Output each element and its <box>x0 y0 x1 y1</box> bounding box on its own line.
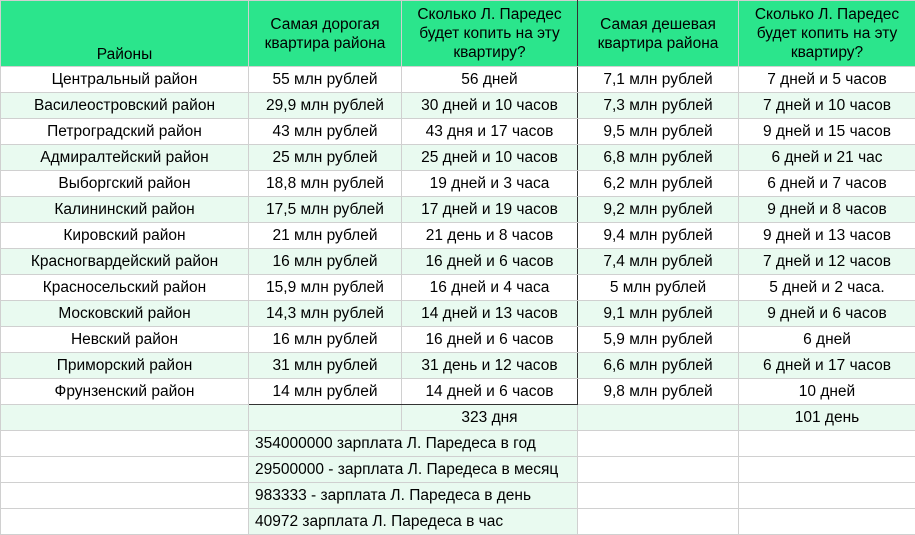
min-time-cell[interactable]: 7 дней и 10 часов <box>739 93 915 119</box>
min-time-cell[interactable]: 5 дней и 2 часа. <box>739 275 915 301</box>
max-price-cell[interactable]: 17,5 млн рублей <box>249 197 402 223</box>
max-time-cell[interactable]: 14 дней и 13 часов <box>402 301 578 327</box>
max-price-cell[interactable]: 14,3 млн рублей <box>249 301 402 327</box>
district-cell[interactable]: Калининский район <box>1 197 249 223</box>
max-time-cell[interactable]: 56 дней <box>402 67 578 93</box>
salary-row <box>1 509 915 535</box>
min-time-cell[interactable]: 9 дней и 15 часов <box>739 119 915 145</box>
salary-year-cell[interactable]: 354000000 зарплата Л. Паредеса в год <box>249 431 578 457</box>
min-time-cell[interactable]: 6 дней и 7 часов <box>739 171 915 197</box>
salary-row <box>1 457 915 483</box>
max-time-cell[interactable]: 14 дней и 6 часов <box>402 379 578 405</box>
min-price-cell[interactable]: 9,5 млн рублей <box>578 119 739 145</box>
empty-cell[interactable] <box>578 431 739 457</box>
salary-row <box>1 431 915 457</box>
max-price-cell[interactable]: 15,9 млн рублей <box>249 275 402 301</box>
cheap-total-cell[interactable]: 101 день <box>739 405 915 431</box>
district-cell[interactable]: Василеостровский район <box>1 93 249 119</box>
empty-cell[interactable] <box>1 483 249 509</box>
empty-cell[interactable] <box>1 431 249 457</box>
empty-cell[interactable] <box>739 509 915 535</box>
max-price-cell[interactable]: 16 млн рублей <box>249 249 402 275</box>
table-row <box>1 301 915 327</box>
max-time-cell[interactable]: 31 день и 12 часов <box>402 353 578 379</box>
header-save-time-expensive[interactable]: Сколько Л. Паредес будет копить на эту квартиру? <box>402 1 578 67</box>
min-price-cell[interactable]: 6,8 млн рублей <box>578 145 739 171</box>
empty-cell[interactable] <box>739 457 915 483</box>
max-time-cell[interactable]: 43 дня и 17 часов <box>402 119 578 145</box>
min-price-cell[interactable]: 5,9 млн рублей <box>578 327 739 353</box>
min-price-cell[interactable]: 5 млн рублей <box>578 275 739 301</box>
district-cell[interactable]: Петроградский район <box>1 119 249 145</box>
max-time-cell[interactable]: 16 дней и 6 часов <box>402 249 578 275</box>
max-price-cell[interactable]: 29,9 млн рублей <box>249 93 402 119</box>
max-time-cell[interactable]: 19 дней и 3 часа <box>402 171 578 197</box>
max-time-cell[interactable]: 25 дней и 10 часов <box>402 145 578 171</box>
table-row <box>1 275 915 301</box>
district-cell[interactable]: Кировский район <box>1 223 249 249</box>
min-price-cell[interactable]: 9,4 млн рублей <box>578 223 739 249</box>
district-cell[interactable]: Выборгский район <box>1 171 249 197</box>
table-row <box>1 223 915 249</box>
expensive-total-cell[interactable]: 323 дня <box>402 405 578 431</box>
district-cell[interactable]: Красногвардейский район <box>1 249 249 275</box>
max-price-cell[interactable]: 55 млн рублей <box>249 67 402 93</box>
max-price-cell[interactable]: 43 млн рублей <box>249 119 402 145</box>
min-price-cell[interactable]: 9,1 млн рублей <box>578 301 739 327</box>
min-price-cell[interactable]: 9,2 млн рублей <box>578 197 739 223</box>
table-row <box>1 197 915 223</box>
table-row <box>1 67 915 93</box>
empty-cell[interactable] <box>578 405 739 431</box>
min-time-cell[interactable]: 9 дней и 6 часов <box>739 301 915 327</box>
max-time-cell[interactable]: 30 дней и 10 часов <box>402 93 578 119</box>
min-time-cell[interactable]: 6 дней и 21 час <box>739 145 915 171</box>
empty-cell[interactable] <box>578 483 739 509</box>
max-time-cell[interactable]: 16 дней и 6 часов <box>402 327 578 353</box>
table-row <box>1 327 915 353</box>
district-cell[interactable]: Фрунзенский район <box>1 379 249 405</box>
min-price-cell[interactable]: 7,1 млн рублей <box>578 67 739 93</box>
empty-cell[interactable] <box>739 483 915 509</box>
max-time-cell[interactable]: 17 дней и 19 часов <box>402 197 578 223</box>
empty-cell[interactable] <box>249 405 402 431</box>
table-row <box>1 379 915 405</box>
min-time-cell[interactable]: 6 дней <box>739 327 915 353</box>
empty-cell[interactable] <box>1 405 249 431</box>
max-price-cell[interactable]: 18,8 млн рублей <box>249 171 402 197</box>
min-time-cell[interactable]: 6 дней и 17 часов <box>739 353 915 379</box>
district-cell[interactable]: Невский район <box>1 327 249 353</box>
max-price-cell[interactable]: 31 млн рублей <box>249 353 402 379</box>
salary-hour-cell[interactable]: 40972 зарплата Л. Паредеса в час <box>249 509 578 535</box>
header-cheapest[interactable]: Самая дешевая квартира района <box>578 1 739 67</box>
empty-cell[interactable] <box>1 457 249 483</box>
min-time-cell[interactable]: 10 дней <box>739 379 915 405</box>
totals-row <box>1 405 915 431</box>
district-cell[interactable]: Красносельский район <box>1 275 249 301</box>
min-price-cell[interactable]: 9,8 млн рублей <box>578 379 739 405</box>
header-save-time-cheap[interactable]: Сколько Л. Паредес будет копить на эту квартиру? <box>739 1 915 67</box>
empty-cell[interactable] <box>578 509 739 535</box>
table-row <box>1 353 915 379</box>
header-districts[interactable]: Районы <box>1 1 249 67</box>
min-price-cell[interactable]: 6,2 млн рублей <box>578 171 739 197</box>
header-most-expensive[interactable]: Самая дорогая квартира района <box>249 1 402 67</box>
district-cell[interactable]: Московский район <box>1 301 249 327</box>
table-row <box>1 119 915 145</box>
empty-cell[interactable] <box>739 431 915 457</box>
min-time-cell[interactable]: 7 дней и 12 часов <box>739 249 915 275</box>
max-time-cell[interactable]: 21 день и 8 часов <box>402 223 578 249</box>
min-price-cell[interactable]: 6,6 млн рублей <box>578 353 739 379</box>
salary-row <box>1 483 915 509</box>
table-row <box>1 93 915 119</box>
district-cell[interactable]: Адмиралтейский район <box>1 145 249 171</box>
max-price-cell[interactable]: 25 млн рублей <box>249 145 402 171</box>
min-time-cell[interactable]: 7 дней и 5 часов <box>739 67 915 93</box>
district-cell[interactable]: Центральный район <box>1 67 249 93</box>
table-row <box>1 171 915 197</box>
table-row <box>1 145 915 171</box>
max-time-cell[interactable]: 16 дней и 4 часа <box>402 275 578 301</box>
empty-cell[interactable] <box>1 509 249 535</box>
min-time-cell[interactable]: 9 дней и 8 часов <box>739 197 915 223</box>
min-time-cell[interactable]: 9 дней и 13 часов <box>739 223 915 249</box>
max-price-cell[interactable]: 14 млн рублей <box>249 379 402 405</box>
max-price-cell[interactable]: 16 млн рублей <box>249 327 402 353</box>
min-price-cell[interactable]: 7,4 млн рублей <box>578 249 739 275</box>
header-row <box>1 1 915 67</box>
max-price-cell[interactable]: 21 млн рублей <box>249 223 402 249</box>
table-row <box>1 249 915 275</box>
min-price-cell[interactable]: 7,3 млн рублей <box>578 93 739 119</box>
district-cell[interactable]: Приморский район <box>1 353 249 379</box>
salary-day-cell[interactable]: 983333 - зарплата Л. Паредеса в день <box>249 483 578 509</box>
empty-cell[interactable] <box>578 457 739 483</box>
salary-month-cell[interactable]: 29500000 - зарплата Л. Паредеса в месяц <box>249 457 578 483</box>
